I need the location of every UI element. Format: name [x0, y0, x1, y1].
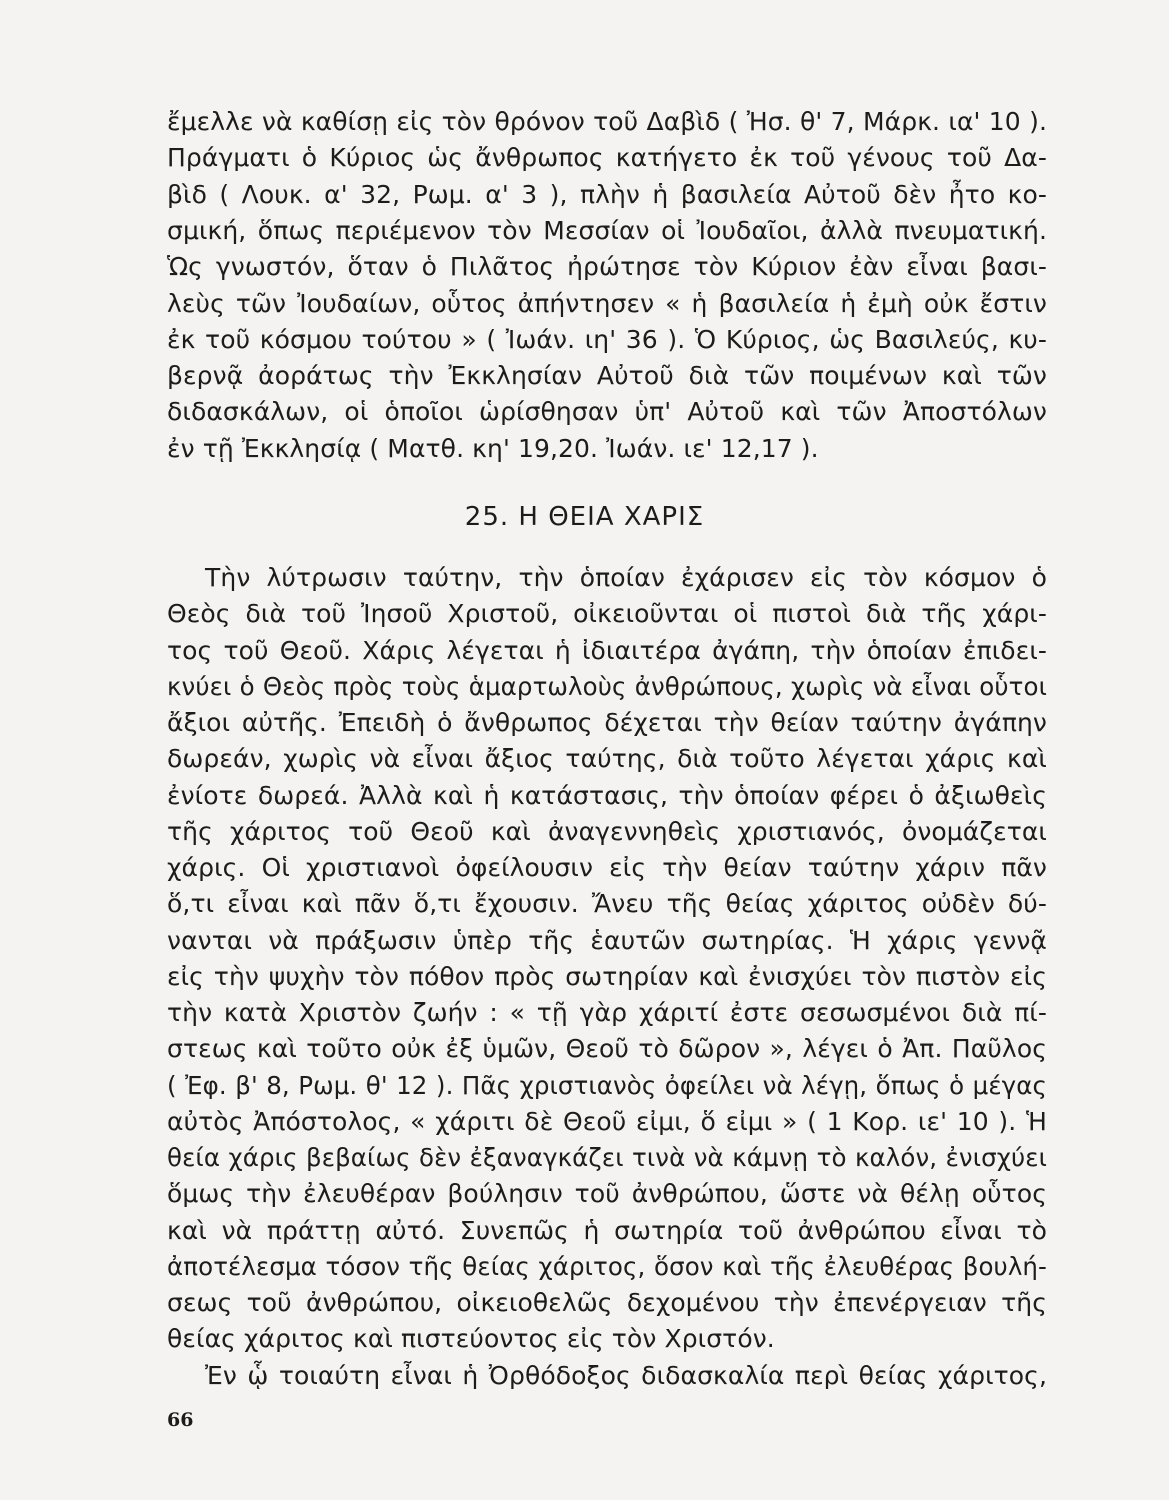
text-line: τῆς χάριτος τοῦ Θεοῦ καὶ ἀναγεννηθεὶς χριστιανός, ὀνομάζεται [167, 817, 1047, 846]
text-line: λεὺς τῶν Ἰουδαίων, οὗτος ἀπήντησεν « ἡ βασιλεία ἡ ἐμὴ οὐκ ἔστιν [167, 289, 1047, 318]
text-line: ἐκ τοῦ κόσμου τούτου » ( Ἰωάν. ιη' 36 ). Ὁ Κύριος, ὡς Βασιλεύς, κυ- [167, 325, 1047, 354]
text-line: στεως καὶ τοῦτο οὐκ ἐξ ὑμῶν, Θεοῦ τὸ δῶρον », λέγει ὁ Ἀπ. Παῦλος [167, 1034, 1047, 1063]
text-line: Πράγματι ὁ Κύριος ὡς ἄνθρωπος κατήγετο ἐκ τοῦ γένους τοῦ Δα- [167, 143, 1047, 172]
text-line: Τὴν λύτρωσιν ταύτην, τὴν ὁποίαν ἐχάρισεν εἰς τὸν κόσμον ὁ [205, 563, 1047, 592]
text-line: νανται νὰ πράξωσιν ὑπὲρ τῆς ἑαυτῶν σωτηρίας. Ἡ χάρις γεννᾷ [167, 926, 1047, 955]
text-line: ( Ἐφ. β' 8, Ρωμ. θ' 12 ). Πᾶς χριστιανὸς ὀφείλει νὰ λέγῃ, ὅπως ὁ μέγας [167, 1071, 1047, 1100]
text-line: χάρις. Οἱ χριστιανοὶ ὀφείλουσιν εἰς τὴν θείαν ταύτην χάριν πᾶν [167, 853, 1047, 882]
text-line: ἔμελλε νὰ καθίσῃ εἰς τὸν θρόνον τοῦ Δαβὶδ ( Ἠσ. θ' 7, Μάρκ. ια' 10 ). [167, 107, 1047, 136]
text-line: εἰς τὴν ψυχὴν τὸν πόθον πρὸς σωτηρίαν καὶ ἐνισχύει τὸν πιστὸν εἰς [167, 962, 1047, 991]
page-number: 66 [167, 1409, 194, 1431]
text-line: βὶδ ( Λουκ. α' 32, Ρωμ. α' 3 ), πλὴν ἡ βασιλεία Αὐτοῦ δὲν ἦτο κο- [167, 180, 1047, 209]
text-line: κνύει ὁ Θεὸς πρὸς τοὺς ἁμαρτωλοὺς ἀνθρώπους, χωρὶς νὰ εἶναι οὗτοι [167, 672, 1047, 701]
section-heading: 25. Η ΘΕΙΑ ΧΑΡΙΣ [464, 502, 705, 532]
text-line: σμική, ὅπως περιέμενον τὸν Μεσσίαν οἱ Ἰουδαῖοι, ἀλλὰ πνευματική. [167, 216, 1047, 245]
text-line: Θεὸς διὰ τοῦ Ἰησοῦ Χριστοῦ, οἰκειοῦνται οἱ πιστοὶ διὰ τῆς χάρι- [167, 599, 1047, 628]
text-line: ὅμως τὴν ἐλευθέραν βούλησιν τοῦ ἀνθρώπου, ὥστε νὰ θέλῃ οὗτος [167, 1179, 1047, 1208]
text-line: καὶ νὰ πράττῃ αὐτό. Συνεπῶς ἡ σωτηρία τοῦ ἀνθρώπου εἶναι τὸ [167, 1216, 1047, 1245]
text-line: ὅ,τι εἶναι καὶ πᾶν ὅ,τι ἔχουσιν. Ἄνευ τῆς θείας χάριτος οὐδὲν δύ- [167, 889, 1047, 918]
text-line: σεως τοῦ ἀνθρώπου, οἰκειοθελῶς δεχομένου τὴν ἐπενέργειαν τῆς [167, 1288, 1047, 1317]
text-line: βερνᾷ ἀοράτως τὴν Ἐκκλησίαν Αὐτοῦ διὰ τῶν ποιμένων καὶ τῶν [167, 361, 1047, 390]
text-line: Ἐν ᾧ τοιαύτη εἶναι ἡ Ὀρθόδοξος διδασκαλία περὶ θείας χάριτος, [205, 1361, 1047, 1390]
text-line: Ὡς γνωστόν, ὅταν ὁ Πιλᾶτος ἠρώτησε τὸν Κύριον ἐὰν εἶναι βασι- [167, 252, 1047, 281]
text-line: θείας χάριτος καὶ πιστεύοντος εἰς τὸν Χριστόν. [167, 1324, 775, 1353]
text-line: αὐτὸς Ἀπόστολος, « χάριτι δὲ Θεοῦ εἰμι, ὅ εἰμι » ( 1 Κορ. ιε' 10 ). Ἡ [167, 1107, 1047, 1136]
text-line: θεία χάρις βεβαίως δὲν ἐξαναγκάζει τινὰ νὰ κάμνῃ τὸ καλόν, ἐνισχύει [167, 1143, 1047, 1172]
text-line: δωρεάν, χωρὶς νὰ εἶναι ἄξιος ταύτης, διὰ τοῦτο λέγεται χάρις καὶ [167, 744, 1047, 773]
text-line: διδασκάλων, οἱ ὁποῖοι ὡρίσθησαν ὑπ' Αὐτοῦ καὶ τῶν Ἀποστόλων [167, 397, 1047, 426]
text-line: ἐν τῇ Ἐκκλησίᾳ ( Ματθ. κη' 19,20. Ἰωάν. ιε' 12,17 ). [167, 434, 819, 463]
text-line: ἀποτέλεσμα τόσον τῆς θείας χάριτος, ὅσον καὶ τῆς ἐλευθέρας βουλή- [167, 1252, 1047, 1281]
text-line: τος τοῦ Θεοῦ. Χάρις λέγεται ἡ ἰδιαιτέρα ἀγάπη, τὴν ὁποίαν ἐπιδει- [167, 636, 1047, 665]
text-line: ἐνίοτε δωρεά. Ἀλλὰ καὶ ἡ κατάστασις, τὴν ὁποίαν φέρει ὁ ἀξιωθεὶς [167, 781, 1047, 810]
text-line: ἄξιοι αὐτῆς. Ἐπειδὴ ὁ ἄνθρωπος δέχεται τὴν θείαν ταύτην ἀγάπην [167, 708, 1047, 737]
text-line: τὴν κατὰ Χριστὸν ζωήν : « τῇ γὰρ χάριτί ἐστε σεσωσμένοι διὰ πί- [167, 998, 1047, 1027]
